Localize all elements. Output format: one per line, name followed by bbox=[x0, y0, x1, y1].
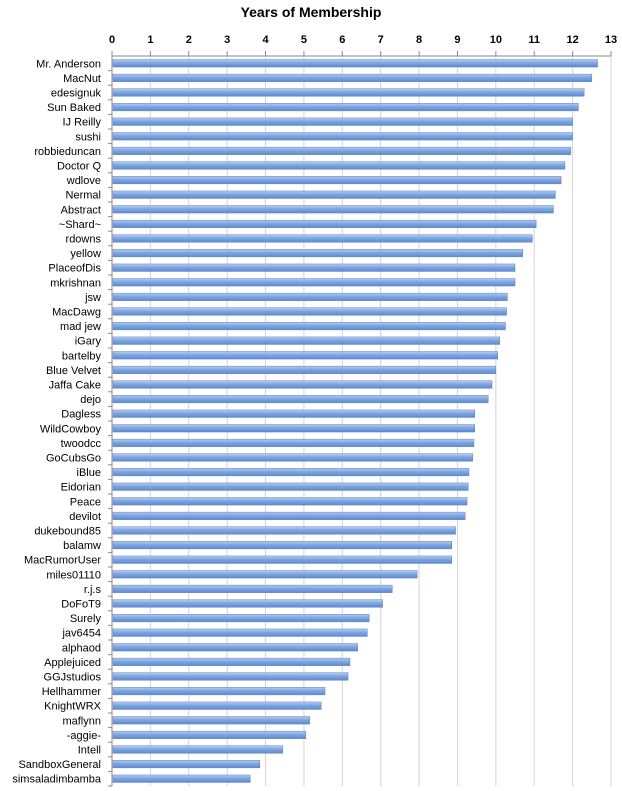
x-tick-label: 8 bbox=[416, 34, 423, 46]
category-label: wdlove bbox=[66, 175, 101, 188]
category-label: MacDawg bbox=[52, 306, 101, 319]
chart-title: Years of Membership bbox=[240, 4, 382, 20]
category-label: Nermal bbox=[65, 189, 101, 202]
category-label: KnightWRX bbox=[44, 700, 101, 713]
bar bbox=[113, 235, 532, 243]
category-label: mkrishnan bbox=[50, 277, 101, 290]
category-label: balamw bbox=[63, 540, 101, 553]
category-label: GoCubsGo bbox=[45, 452, 101, 465]
bar bbox=[113, 381, 492, 389]
category-label: sushi bbox=[75, 131, 101, 144]
x-tick-label: 10 bbox=[489, 34, 502, 46]
bar bbox=[113, 293, 507, 301]
x-tick-label: 11 bbox=[528, 34, 541, 46]
category-labels bbox=[12, 58, 102, 785]
bar bbox=[113, 322, 505, 330]
category-label: jav6454 bbox=[62, 627, 101, 640]
x-tick-label: 9 bbox=[454, 34, 461, 46]
bar bbox=[113, 264, 515, 272]
bar bbox=[113, 702, 321, 710]
category-label: MacRumorUser bbox=[23, 554, 101, 567]
bar bbox=[113, 658, 350, 666]
category-label: iGary bbox=[74, 335, 101, 348]
bar bbox=[113, 74, 592, 82]
category-label: Blue Velvet bbox=[45, 364, 101, 377]
category-label: Dagless bbox=[61, 408, 101, 421]
category-label: Eidorian bbox=[60, 481, 101, 494]
bar bbox=[113, 571, 417, 579]
bar bbox=[113, 352, 498, 360]
category-label: twoodcc bbox=[60, 437, 101, 450]
x-tick-label: 1 bbox=[147, 34, 154, 46]
bar bbox=[113, 600, 383, 608]
category-label: WildCowboy bbox=[39, 423, 101, 436]
bar bbox=[113, 556, 452, 564]
category-label: dukebound85 bbox=[34, 525, 101, 538]
x-tick-label: 12 bbox=[566, 34, 579, 46]
category-label: jsw bbox=[85, 291, 101, 304]
bar bbox=[113, 249, 523, 257]
bar bbox=[113, 527, 456, 535]
bar bbox=[113, 60, 598, 68]
category-label: ~Shard~ bbox=[58, 218, 101, 231]
bar bbox=[113, 483, 468, 491]
bar bbox=[113, 512, 465, 520]
bar bbox=[113, 147, 571, 155]
bar bbox=[113, 644, 358, 652]
category-label: alphaod bbox=[61, 642, 101, 655]
bar bbox=[113, 206, 553, 214]
category-label: edesignuk bbox=[50, 87, 101, 100]
category-label: dejo bbox=[80, 394, 101, 407]
x-tick-label: 4 bbox=[262, 34, 269, 46]
category-label: bartelby bbox=[61, 350, 101, 363]
bar bbox=[113, 337, 500, 345]
category-label: Hellhammer bbox=[41, 686, 101, 699]
category-label: IJ Reilly bbox=[62, 116, 101, 129]
bar bbox=[113, 425, 475, 433]
category-label: r.j.s bbox=[83, 583, 101, 596]
bar bbox=[113, 439, 474, 447]
category-label: simsaladimbamba bbox=[12, 773, 101, 786]
bar bbox=[113, 133, 573, 141]
bar bbox=[113, 614, 369, 622]
bar bbox=[113, 395, 488, 403]
category-label: yellow bbox=[70, 248, 101, 261]
category-label: Intell bbox=[77, 744, 101, 757]
bar bbox=[113, 103, 578, 111]
bar bbox=[113, 760, 260, 768]
category-label: Sun Baked bbox=[47, 102, 101, 115]
bar bbox=[113, 498, 467, 506]
bar bbox=[113, 176, 561, 184]
bar bbox=[113, 410, 475, 418]
bar bbox=[113, 775, 250, 783]
category-label: devilot bbox=[69, 510, 101, 523]
x-tick-label: 2 bbox=[185, 34, 192, 46]
category-label: SandboxGeneral bbox=[18, 759, 101, 772]
bar bbox=[113, 746, 283, 754]
bar bbox=[113, 191, 555, 199]
category-label: rdowns bbox=[65, 233, 101, 246]
bar bbox=[113, 162, 565, 170]
bar bbox=[113, 585, 392, 593]
category-label: Doctor Q bbox=[56, 160, 101, 173]
bar bbox=[113, 541, 452, 549]
x-tick-label: 7 bbox=[377, 34, 384, 46]
bar bbox=[113, 220, 536, 228]
bar bbox=[113, 717, 310, 725]
bar bbox=[113, 687, 325, 695]
category-label: mad jew bbox=[60, 321, 101, 334]
category-label: iBlue bbox=[76, 467, 101, 480]
category-label: DoFoT9 bbox=[61, 598, 101, 611]
category-label: robbieduncan bbox=[34, 145, 101, 158]
category-label: Abstract bbox=[60, 204, 101, 217]
bar bbox=[113, 731, 306, 739]
bar bbox=[113, 468, 469, 476]
bar bbox=[113, 673, 348, 681]
x-tick-label: 3 bbox=[224, 34, 231, 46]
bar bbox=[113, 366, 496, 374]
bar bbox=[113, 279, 515, 287]
category-label: miles01110 bbox=[46, 569, 101, 582]
x-tick-label: 13 bbox=[604, 34, 618, 46]
category-label: Peace bbox=[69, 496, 101, 509]
category-label: Mr. Anderson bbox=[36, 58, 101, 71]
bar bbox=[113, 118, 573, 126]
category-label: -aggie- bbox=[66, 729, 101, 742]
category-label: Surely bbox=[69, 613, 101, 626]
x-tick-label: 5 bbox=[300, 34, 307, 46]
bar bbox=[113, 454, 473, 462]
bars bbox=[113, 60, 598, 783]
category-label: MacNut bbox=[63, 72, 101, 85]
x-tick-label: 6 bbox=[339, 34, 346, 46]
bar bbox=[113, 308, 507, 316]
category-label: maflynn bbox=[62, 715, 101, 728]
bar bbox=[113, 629, 367, 637]
bar bbox=[113, 89, 584, 97]
category-label: GGJstudios bbox=[43, 671, 101, 684]
category-label: PlaceofDis bbox=[48, 262, 101, 275]
x-tick-label: 0 bbox=[108, 34, 116, 46]
category-label: Applejuiced bbox=[44, 656, 101, 669]
category-label: Jaffa Cake bbox=[48, 379, 101, 392]
